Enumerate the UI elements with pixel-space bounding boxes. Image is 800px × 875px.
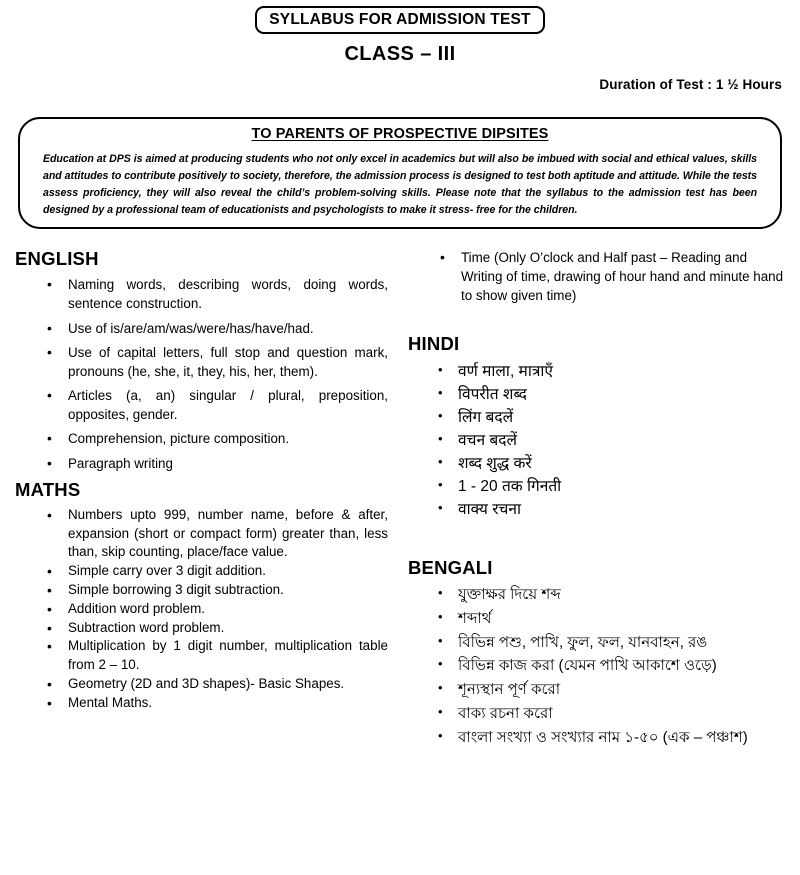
section-heading-maths: MATHS — [15, 478, 81, 500]
duration-of-test: Duration of Test : 1 ½ Hours — [599, 77, 782, 93]
list-item: • Articles (a, an) singular / plural, preposition, opposites, gender. — [15, 386, 388, 424]
list-item: • শূন্যস্থান পূর্ণ করো — [408, 679, 786, 701]
parents-notice-title: TO PARENTS OF PROSPECTIVE DIPSITES — [251, 126, 549, 142]
list-item: • বাংলা সংখ্যা ও সংখ্যার নাম ১-৫০ (এক – পঞ্চাশ) — [408, 727, 786, 749]
list-item: • Paragraph writing — [15, 454, 388, 473]
list-item: • বিভিন্ন কাজ করা (যেমন পাখি আকাশে ওড়ে) — [408, 655, 786, 677]
hindi-items-list — [408, 361, 786, 521]
right-column — [400, 248, 800, 754]
parents-notice-body: Education at DPS is aimed at producing students who not only excel in academics but will also be imbued with social and ethical values, skills and attitudes to contribute positively to society, therefore, the admission process is designed to test both aptitude and attitude. While the tests assess proficiency, they will also reveal the child’s problem-solving skills. Please note that the syllabus to the admission test has been designed by a professional team of educationists and psychologists to make it stress- free for the children. — [43, 153, 757, 217]
spacer — [408, 527, 786, 557]
list-item: • Mental Maths. — [15, 694, 388, 713]
list-item: • Use of capital letters, full stop and question mark, pronouns (he, she, it, they, his, her, them). — [15, 343, 388, 381]
list-item: • वर्ण माला, मात्राएँ — [408, 361, 786, 383]
bengali-items-list — [408, 584, 786, 748]
parents-notice-box — [18, 117, 782, 229]
list-item: • वचन बदलें — [408, 430, 786, 452]
section-heading-hindi: HINDI — [408, 333, 460, 355]
list-item: • वाक्य रचना — [408, 499, 786, 521]
list-item: • Numbers upto 999, number name, before & after, expansion (short or compact form) greater than, less than, skip counting, place/face value. — [15, 506, 388, 562]
list-item: • বাক্য রচনা করো — [408, 703, 786, 725]
list-item: • शब्द शुद्ध करें — [408, 453, 786, 475]
list-item: • Use of is/are/am/was/were/has/have/had. — [15, 319, 388, 338]
list-item: • Addition word problem. — [15, 600, 388, 619]
list-item: • लिंग बदलें — [408, 407, 786, 429]
title-box-wrapper — [0, 6, 800, 34]
list-item: • 1 - 20 तक गिनती — [408, 476, 786, 498]
list-item: • বিভিন্ন পশু, পাখি, ফুল, ফল, যানবাহন, রঙ — [408, 632, 786, 654]
list-item: • Geometry (2D and 3D shapes)- Basic Shapes. — [15, 675, 388, 694]
class-heading: CLASS – III — [344, 43, 456, 66]
list-item: • Simple carry over 3 digit addition. — [15, 562, 388, 581]
maths-continued-list — [408, 248, 786, 305]
document-header — [0, 0, 800, 92]
list-item: • Multiplication by 1 digit number, multiplication table from 2 – 10. — [15, 637, 388, 675]
list-item: • Subtraction word problem. — [15, 619, 388, 638]
list-item: • Simple borrowing 3 digit subtraction. — [15, 581, 388, 600]
maths-items-list — [15, 506, 388, 712]
spacer — [408, 311, 786, 333]
syllabus-columns — [0, 248, 800, 754]
section-heading-bengali: BENGALI — [408, 556, 493, 578]
left-column — [0, 248, 400, 754]
list-item: • Comprehension, picture composition. — [15, 429, 388, 448]
list-item: • Time (Only O’clock and Half past – Reading and Writing of time, drawing of hour hand and minute hand to show given time) — [408, 248, 786, 305]
list-item: • যুক্তাক্ষর দিয়ে শব্দ — [408, 584, 786, 606]
list-item: • শব্দার্থ — [408, 608, 786, 630]
list-item: • विपरीत शब्द — [408, 384, 786, 406]
list-item: • Naming words, describing words, doing words, sentence construction. — [15, 275, 388, 313]
syllabus-title-box: SYLLABUS FOR ADMISSION TEST — [255, 6, 544, 34]
section-heading-english: ENGLISH — [15, 248, 99, 269]
english-items-list — [15, 275, 388, 472]
